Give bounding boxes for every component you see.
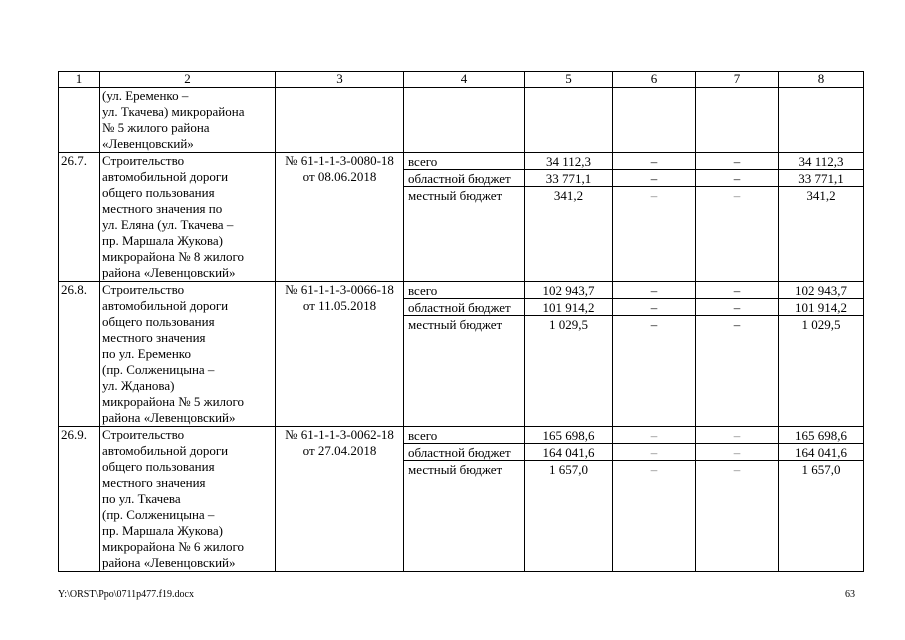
table-row [59,153,864,282]
value-cell: – [733,462,741,477]
value-cell: – [650,188,658,203]
value-cell: 1 029,5 [549,317,588,332]
source-label: местный бюджет [408,462,503,477]
header-cell: 2 [100,72,276,88]
col8-values [779,427,864,572]
col7-values [696,427,779,572]
document-ref: № 61-1-1-3-0062-18 от 27.04.2018 [276,427,404,572]
table-row [59,282,864,427]
value-cell: – [733,188,741,203]
row-number: 26.9. [59,427,100,572]
value-cell: – [696,444,778,461]
value-cell: 101 914,2 [525,299,612,316]
row-number: 26.7. [59,153,100,282]
source-label: всего [404,427,524,444]
header-cell: 5 [525,72,613,88]
value-cell: – [613,170,695,187]
value-cell: – [696,282,778,299]
document-ref: № 61-1-1-3-0066-18 от 11.05.2018 [276,282,404,427]
value-cell: 1 657,0 [801,462,841,477]
finance-table [58,71,864,572]
object-name: (ул. Еременко – ул. Ткачева) микрорайона № 5 жилого района «Левенцовский» [100,88,276,153]
value-cell: 101 914,2 [779,299,863,316]
value-cell: – [733,317,741,332]
header-cell: 7 [696,72,779,88]
col5-values [525,427,613,572]
col5-values [525,153,613,282]
value-cell: 1 657,0 [549,462,588,477]
value-cell: – [613,153,695,170]
value-cell: 102 943,7 [779,282,863,299]
value-cell: – [696,153,778,170]
value-cell: – [613,444,695,461]
value-cell: 33 771,1 [779,170,863,187]
object-name: Строительство автомобильной дороги общего пользования местного значения по ул. Ткачева (пр. Солженицына – пр. Маршала Жукова) микрорайона № 6 жилого района «Левенцовский» [100,427,276,572]
header-cell: 4 [404,72,525,88]
funding-sources [404,153,525,282]
row-number: 26.8. [59,282,100,427]
funding-sources [404,427,525,572]
col7-values [696,153,779,282]
value-cell: – [613,282,695,299]
funding-sources [404,282,525,427]
header-cell: 1 [59,72,100,88]
value-cell: 102 943,7 [525,282,612,299]
value-cell: – [696,170,778,187]
source-label: местный бюджет [408,317,503,332]
source-label: местный бюджет [408,188,503,203]
value-cell: – [696,299,778,316]
value-cell: 341,2 [553,188,584,203]
object-name: Строительство автомобильной дороги общего пользования местного значения по ул. Еременко (пр. Солженицына – ул. Жданова) микрорайона № 5 жилого района «Левенцовский» [100,282,276,427]
value-cell: 33 771,1 [525,170,612,187]
value-cell: – [650,317,658,332]
source-label: областной бюджет [404,299,524,316]
file-path: Y:\ORST\Ppo\0711p477.f19.docx [58,589,194,600]
source-label: областной бюджет [404,170,524,187]
value-cell: 165 698,6 [779,427,863,444]
object-name: Строительство автомобильной дороги общего пользования местного значения по ул. Еляна (ул. Ткачева – пр. Маршала Жукова) микрорайона № 8 жилого района «Левенцовский» [100,153,276,282]
col7-values [696,282,779,427]
page-number: 63 [845,589,855,600]
col8-values [779,282,864,427]
col8-values [779,153,864,282]
col6-values [613,153,696,282]
value-cell: 1 029,5 [801,317,841,332]
header-row [59,72,864,88]
source-label: всего [404,153,524,170]
header-cell: 8 [779,72,864,88]
value-cell: – [613,427,695,444]
value-cell: – [613,299,695,316]
value-cell: – [650,462,658,477]
header-cell: 3 [276,72,404,88]
document-ref: № 61-1-1-3-0080-18 от 08.06.2018 [276,153,404,282]
value-cell: 164 041,6 [779,444,863,461]
col5-values [525,282,613,427]
source-label: всего [404,282,524,299]
continuation-row [59,88,864,153]
value-cell: 164 041,6 [525,444,612,461]
table-row [59,427,864,572]
value-cell: 34 112,3 [779,153,863,170]
col6-values [613,282,696,427]
value-cell: 34 112,3 [525,153,612,170]
value-cell: – [696,427,778,444]
col6-values [613,427,696,572]
value-cell: 165 698,6 [525,427,612,444]
source-label: областной бюджет [404,444,524,461]
header-cell: 6 [613,72,696,88]
value-cell: 341,2 [806,188,836,203]
